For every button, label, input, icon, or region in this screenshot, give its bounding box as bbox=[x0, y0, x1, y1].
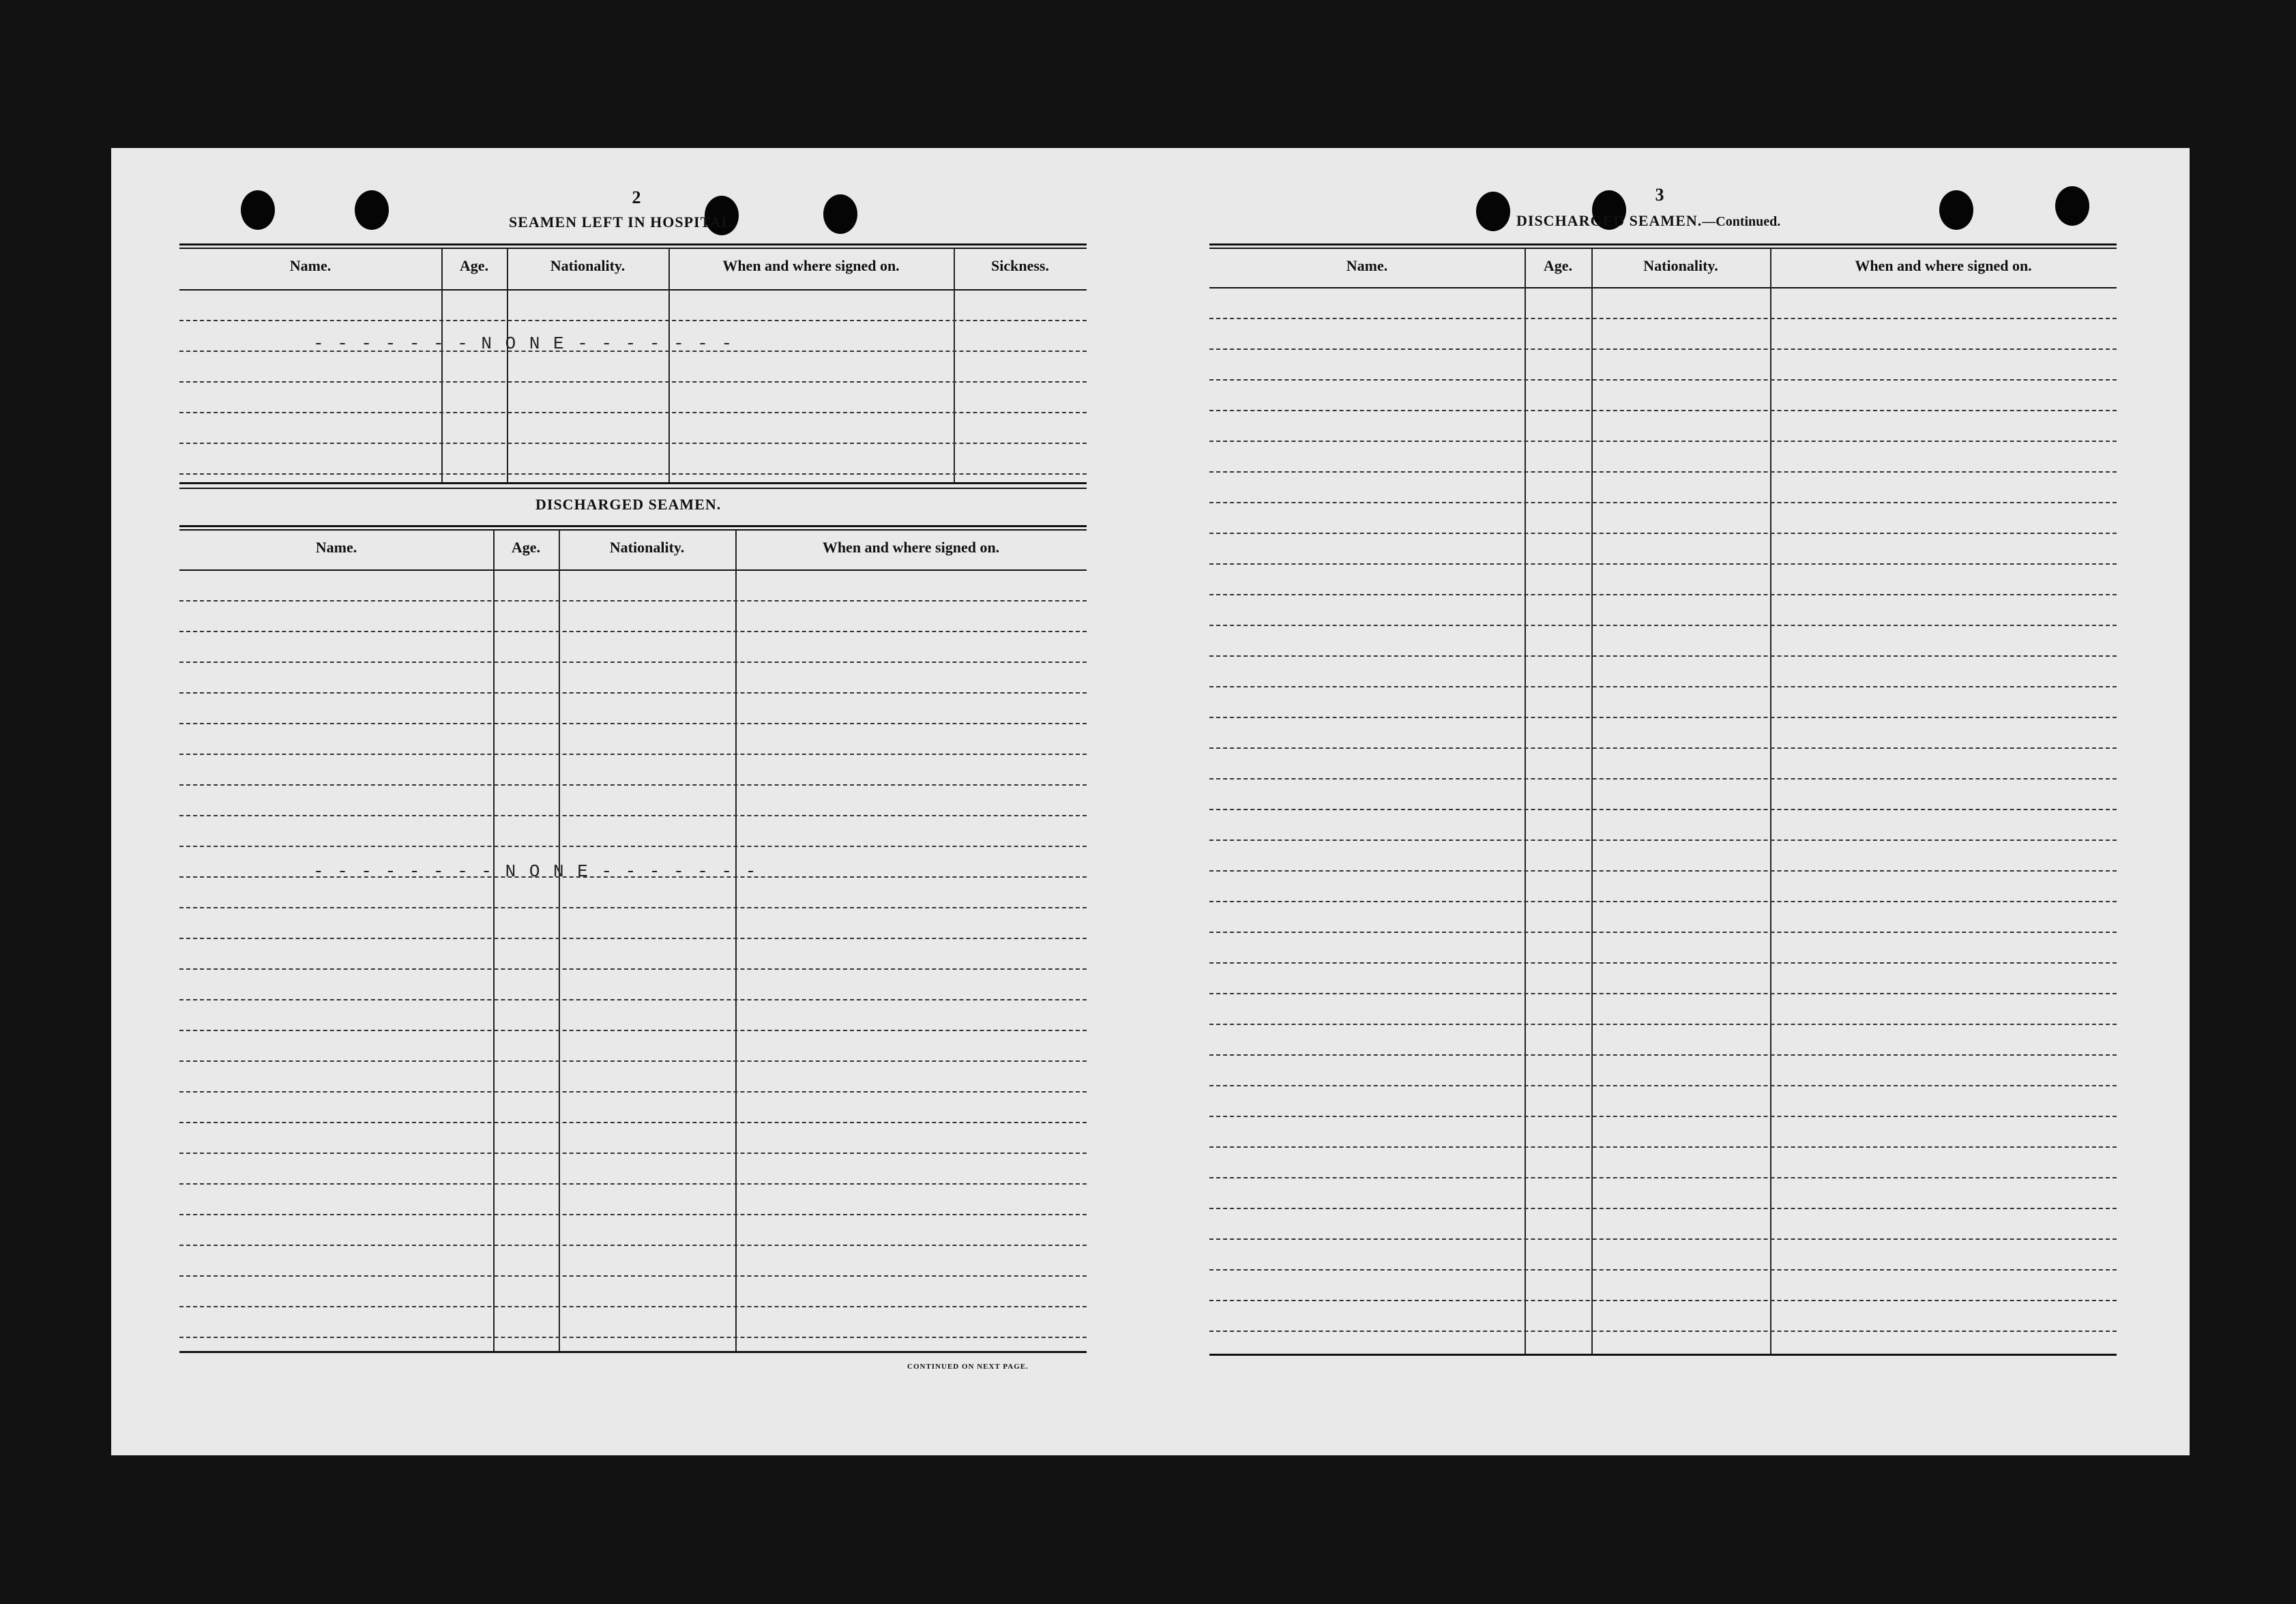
column-header: Name. bbox=[289, 257, 332, 274]
column-header: When and where signed on. bbox=[1855, 257, 2032, 274]
table-row bbox=[1209, 1177, 2117, 1178]
column-header: Nationality. bbox=[550, 257, 625, 274]
table-row bbox=[179, 473, 1087, 475]
table-row bbox=[179, 1183, 1087, 1185]
column-divider bbox=[735, 531, 737, 1351]
punch-hole bbox=[2055, 186, 2089, 226]
table-row bbox=[1209, 778, 2117, 779]
table-row bbox=[1209, 563, 2117, 565]
punch-hole bbox=[1476, 192, 1510, 231]
bottom-rule-2 bbox=[179, 488, 1087, 489]
table-row bbox=[1209, 809, 2117, 810]
table-row bbox=[1209, 1331, 2117, 1332]
table-row bbox=[179, 999, 1087, 1000]
table-row bbox=[1209, 410, 2117, 411]
table-row bbox=[1209, 1269, 2117, 1271]
table-row bbox=[1209, 533, 2117, 534]
table-row bbox=[179, 692, 1087, 694]
column-divider bbox=[441, 249, 443, 482]
table-row bbox=[1209, 747, 2117, 749]
table-row bbox=[179, 1275, 1087, 1277]
table-row bbox=[1209, 686, 2117, 687]
table-row bbox=[1209, 1238, 2117, 1240]
punch-hole bbox=[241, 190, 275, 230]
table-row bbox=[179, 784, 1087, 786]
column-header: When and where signed on. bbox=[722, 257, 900, 274]
top-rule bbox=[179, 243, 1087, 246]
column-header: Age. bbox=[511, 539, 541, 556]
table-row bbox=[1209, 993, 2117, 994]
left-page-number: 2 bbox=[632, 188, 641, 207]
column-divider bbox=[1591, 249, 1593, 1354]
table-row bbox=[179, 443, 1087, 444]
column-divider bbox=[507, 249, 508, 482]
table-row bbox=[179, 723, 1087, 724]
column-header: Sickness. bbox=[991, 257, 1049, 274]
table-row bbox=[179, 1245, 1087, 1246]
table-row bbox=[1209, 870, 2117, 872]
header-rule bbox=[179, 289, 1087, 291]
column-header: Age. bbox=[459, 257, 489, 274]
table-row bbox=[1209, 1300, 2117, 1301]
column-header: Nationality. bbox=[609, 539, 685, 556]
table-row bbox=[1209, 1054, 2117, 1056]
table-row bbox=[1209, 625, 2117, 626]
table-row bbox=[1209, 471, 2117, 473]
right-page-number: 3 bbox=[1655, 185, 1664, 205]
table-row bbox=[179, 631, 1087, 632]
column-divider bbox=[493, 531, 495, 1351]
table-row bbox=[1209, 379, 2117, 381]
table-row bbox=[179, 938, 1087, 939]
column-header: Name. bbox=[1346, 257, 1388, 274]
table-row bbox=[1209, 318, 2117, 319]
top-rule-inner bbox=[179, 248, 1087, 249]
column-divider bbox=[559, 531, 560, 1351]
table-row bbox=[179, 1337, 1087, 1338]
continued-footer: CONTINUED ON NEXT PAGE. bbox=[907, 1363, 1029, 1371]
table-row bbox=[179, 662, 1087, 663]
table-row bbox=[179, 1214, 1087, 1215]
table-row bbox=[1209, 1208, 2117, 1209]
top-rule-inner bbox=[179, 529, 1087, 531]
table-row bbox=[179, 907, 1087, 908]
column-divider bbox=[1525, 249, 1526, 1354]
table-row bbox=[179, 320, 1087, 321]
top-rule-inner bbox=[1209, 248, 2117, 249]
header-rule bbox=[179, 569, 1087, 571]
table-row bbox=[1209, 655, 2117, 657]
register-spread bbox=[111, 148, 2190, 1455]
column-divider bbox=[668, 249, 670, 482]
top-rule bbox=[179, 525, 1087, 527]
punch-hole bbox=[355, 190, 389, 230]
table-row bbox=[1209, 348, 2117, 350]
column-header: Nationality. bbox=[1643, 257, 1718, 274]
column-header: Name. bbox=[315, 539, 357, 556]
punch-hole bbox=[1939, 190, 1973, 230]
table-row bbox=[179, 968, 1087, 970]
table-row bbox=[1209, 594, 2117, 595]
table-row bbox=[179, 412, 1087, 413]
table-row bbox=[1209, 840, 2117, 841]
bottom-rule bbox=[179, 482, 1087, 484]
table-row bbox=[1209, 1085, 2117, 1086]
bottom-rule bbox=[179, 1351, 1087, 1353]
hospital-none-entry: - - - - - - - N O N E - - - - - - - bbox=[313, 333, 734, 354]
column-divider bbox=[1770, 249, 1771, 1354]
table-row bbox=[1209, 962, 2117, 964]
table-row bbox=[1209, 1024, 2117, 1025]
table-row bbox=[1209, 932, 2117, 933]
table-row bbox=[1209, 441, 2117, 442]
table-row bbox=[179, 1091, 1087, 1093]
table-row bbox=[179, 754, 1087, 755]
column-header: When and where signed on. bbox=[822, 539, 1000, 556]
table-row bbox=[179, 1122, 1087, 1123]
punch-hole bbox=[823, 194, 857, 234]
table-row bbox=[179, 815, 1087, 816]
table-row bbox=[1209, 1146, 2117, 1148]
table-row bbox=[179, 1153, 1087, 1154]
table-row bbox=[179, 1030, 1087, 1031]
table-row bbox=[1209, 901, 2117, 902]
table-row bbox=[1209, 1116, 2117, 1117]
table-row bbox=[1209, 717, 2117, 718]
column-divider bbox=[954, 249, 955, 482]
bottom-rule bbox=[1209, 1354, 2117, 1356]
table-row bbox=[179, 381, 1087, 383]
column-header: Age. bbox=[1543, 257, 1573, 274]
right-title-main: DISCHARGED SEAMEN. bbox=[1516, 212, 1703, 229]
top-rule bbox=[1209, 243, 2117, 246]
table-row bbox=[179, 1060, 1087, 1062]
right-title-suffix: —Continued. bbox=[1702, 214, 1781, 229]
table-row bbox=[179, 846, 1087, 847]
discharged-section-title: DISCHARGED SEAMEN. bbox=[535, 496, 722, 513]
table-row bbox=[1209, 502, 2117, 503]
table-row bbox=[179, 1306, 1087, 1307]
right-section-title bbox=[1516, 212, 1780, 230]
discharged-none-entry: - - - - - - - - N O N E - - - - - - - bbox=[313, 861, 758, 882]
header-rule bbox=[1209, 287, 2117, 288]
table-row bbox=[179, 600, 1087, 602]
hospital-section-title: SEAMEN LEFT IN HOSPITAL. bbox=[509, 213, 737, 231]
